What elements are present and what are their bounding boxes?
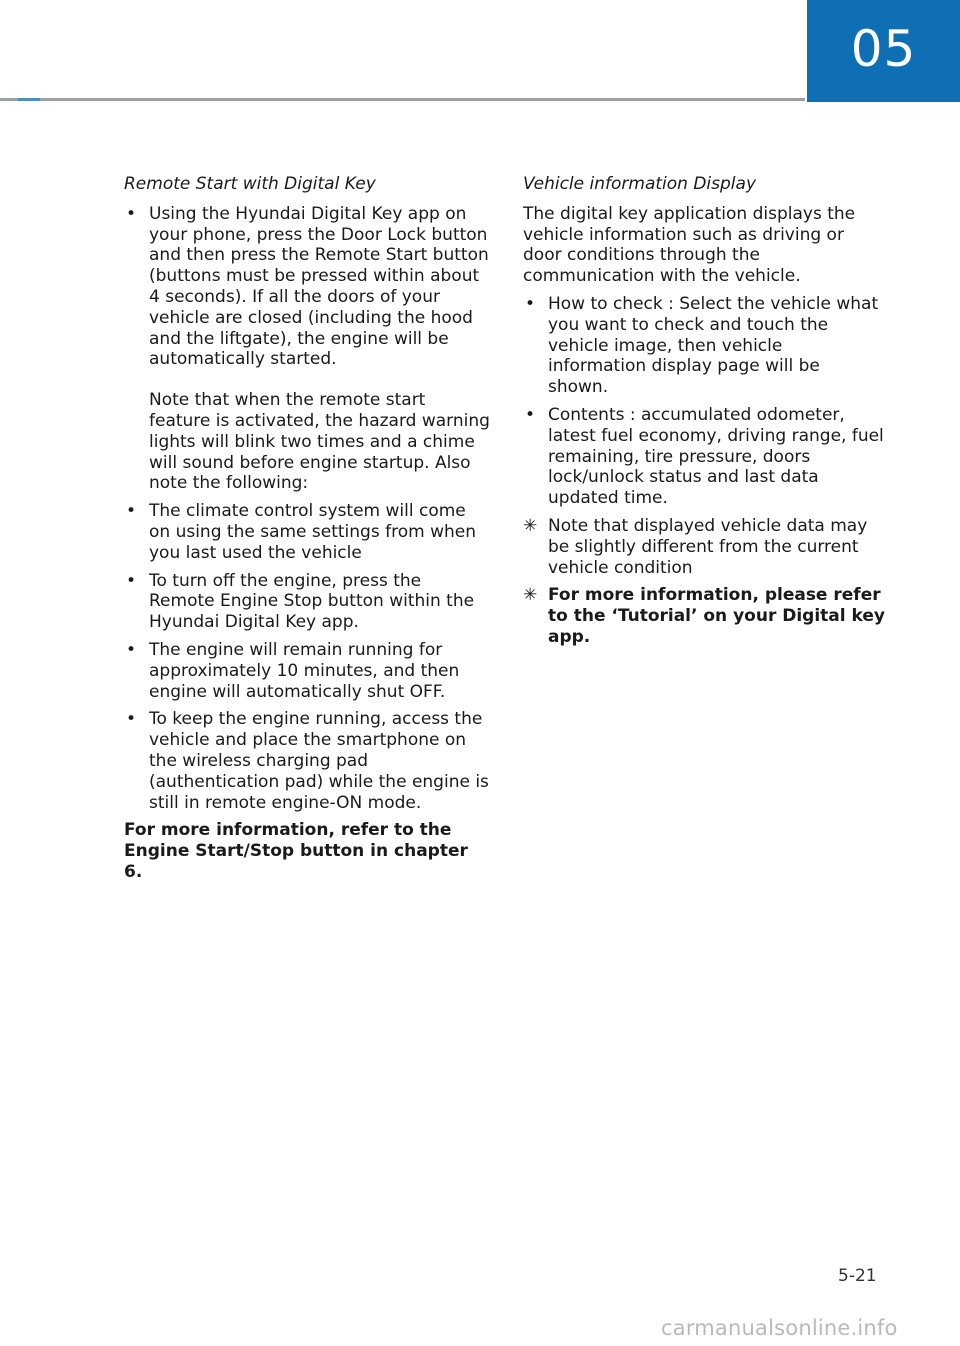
tutorial-note xyxy=(523,585,885,647)
bullet-text: The climate control system will come on using the same settings from when you last used the vehicle xyxy=(149,501,476,563)
list-item xyxy=(124,501,490,563)
bullet-mark: • xyxy=(525,404,536,425)
bullet-text: How to check : Select the vehicle what you want to check and touch the vehicle image, then vehicle information display page will be shown. xyxy=(548,293,879,398)
page-number: 5-21 xyxy=(838,1266,877,1286)
bullet-text: To turn off the engine, press the Remote Engine Stop button within the Hyundai Digital Key app. xyxy=(149,570,475,633)
chapter-number: 05 xyxy=(850,20,917,78)
right-column xyxy=(523,174,885,655)
left-column xyxy=(124,174,490,890)
bullet-mark: • xyxy=(126,501,137,522)
list-item xyxy=(124,204,490,494)
hazard-note: Note that when the remote start feature is activated, the hazard warning lights will blink two times and a chime will sound before engine startup. Also note the following: xyxy=(149,390,490,494)
note-text: Note that displayed vehicle data may be slightly different from the current vehicle condition xyxy=(548,515,868,578)
bullet-mark: • xyxy=(126,709,137,730)
bullet-text: To keep the engine running, access the vehicle and place the smartphone on the wireless charging pad (authentication pad) while the engine is still in remote engine-ON mode. xyxy=(149,709,489,813)
bullet-text: Using the Hyundai Digital Key app on your phone, press the Door Lock button and then press the Remote Start button (buttons must be pressed within about 4 seconds). If all the doors of your vehicle are closed (including the hood and the liftgate), the engine will be automatically started. xyxy=(149,203,489,370)
remote-start-bullets xyxy=(124,204,490,814)
list-item xyxy=(523,294,885,398)
bullet-mark: • xyxy=(126,570,137,591)
list-item xyxy=(124,640,490,702)
chapter-tab xyxy=(807,0,960,102)
asterisk-icon: ✳ xyxy=(523,585,538,606)
bullet-text: The engine will remain running for approximately 10 minutes, and then engine will automatically shut OFF. xyxy=(149,639,460,702)
list-item xyxy=(124,709,490,813)
engine-start-reference: For more information, refer to the Engine Start/Stop button in chapter 6. xyxy=(124,820,468,882)
bullet-mark: • xyxy=(126,639,137,660)
vehicle-info-bullets xyxy=(523,294,885,509)
vehicle-data-note xyxy=(523,516,885,578)
list-item xyxy=(523,405,885,509)
asterisk-icon: ✳ xyxy=(523,515,538,536)
note-text: For more information, please refer to the ‘Tutorial’ on your Digital key app. xyxy=(548,585,885,647)
vehicle-info-intro: The digital key application displays the vehicle information such as driving or door conditions through the communication with the vehicle. xyxy=(523,203,856,287)
bullet-text: Contents : accumulated odometer, latest fuel economy, driving range, fuel remaining, tire pressure, doors lock/unlock status and last data updated time. xyxy=(548,404,884,509)
header-rule-accent xyxy=(18,98,40,101)
header-rule xyxy=(0,98,805,101)
bullet-mark: • xyxy=(525,293,536,314)
list-item xyxy=(124,571,490,633)
section-heading-remote-start: Remote Start with Digital Key xyxy=(124,174,376,194)
bullet-mark: • xyxy=(126,203,137,224)
section-heading-vehicle-info: Vehicle information Display xyxy=(523,174,757,194)
watermark: carmanualsonline.info xyxy=(661,1316,898,1340)
